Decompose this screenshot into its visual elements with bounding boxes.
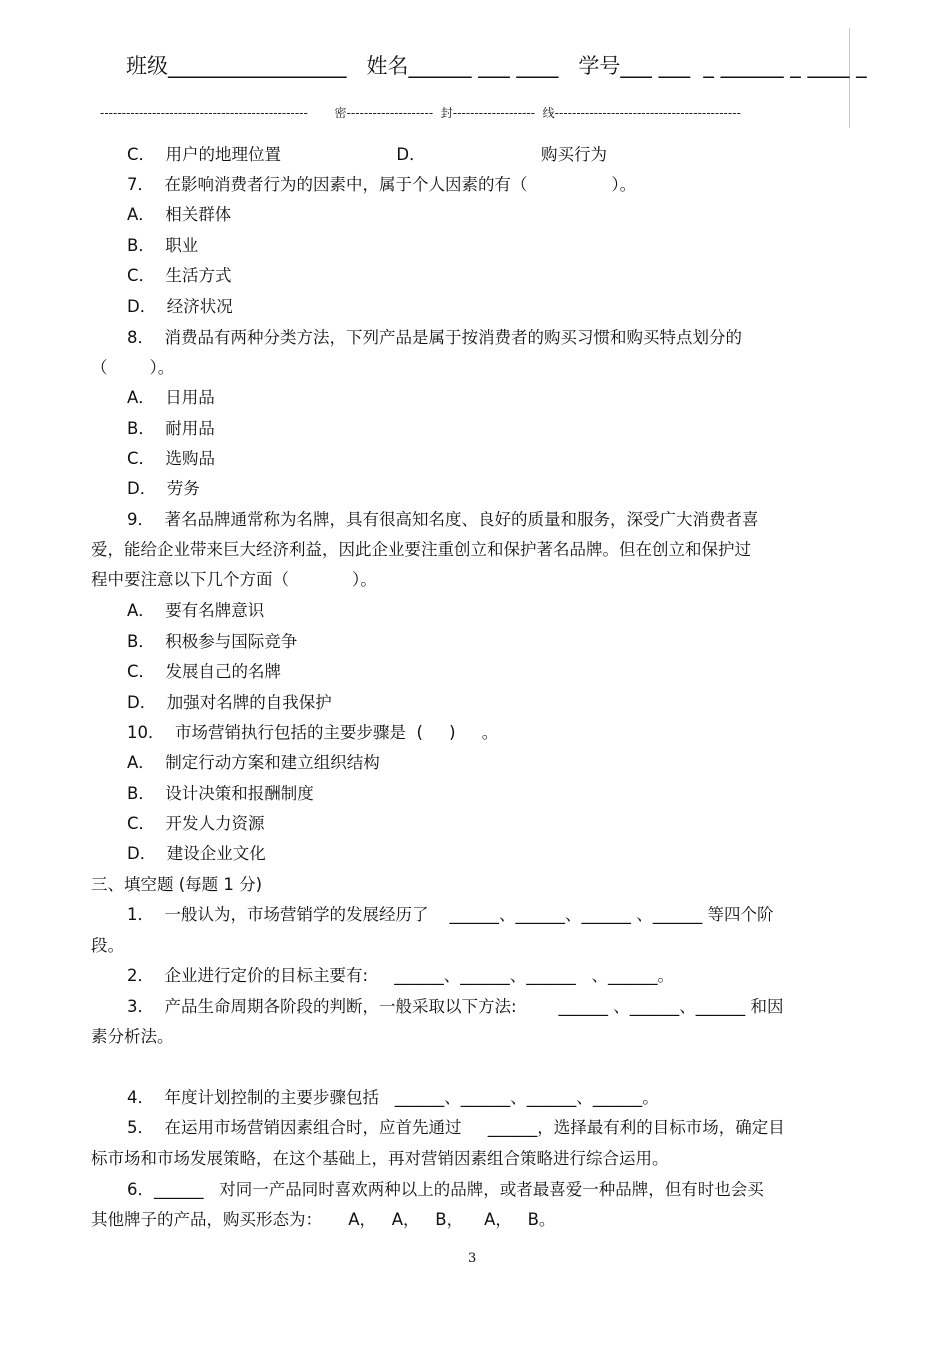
- question-line: 段。: [91, 936, 124, 955]
- question-line: 程中要注意以下几个方面（ ）。: [91, 570, 377, 589]
- option-line: C． 发展自己的名牌: [127, 662, 282, 681]
- question-line: 标市场和市场发展策略，在这个基础上，再对营销因素组合策略进行综合运用。: [91, 1149, 669, 1168]
- question-line: 爱，能给企业带来巨大经济利益，因此企业要注重创立和保护著名品牌。但在创立和保护过: [91, 540, 751, 559]
- question-line: 9． 著名品牌通常称为名牌，具有很高知名度、良好的质量和服务，深受广大消费者喜: [127, 510, 759, 529]
- option-line: D． 建设企业文化: [127, 844, 266, 863]
- question-line: 3． 产品生命周期各阶段的判断，一般采取以下方法: ______ 、______、______ 和因: [127, 997, 784, 1016]
- option-line: B． 设计决策和报酬制度: [127, 784, 314, 803]
- question-line: 4． 年度计划控制的主要步骤包括 ______、______、______、______。: [127, 1088, 659, 1107]
- question-line: 其他牌子的产品，购买形态为： A， A， B， A， B。: [91, 1210, 556, 1229]
- option-line: D． 劳务: [127, 479, 200, 498]
- question-line: 7． 在影响消费者行为的因素中，属于个人因素的有（ ）。: [127, 175, 637, 194]
- page-number: 3: [468, 1251, 477, 1266]
- option-line: B． 耐用品: [127, 419, 215, 438]
- question-line: 10． 市场营销执行包括的主要步骤是 ( ) 。: [127, 723, 499, 742]
- option-line: A． 日用品: [127, 388, 215, 407]
- seal-cut-line: ------------------------------------------------ 密-------------------- 封------------------- 线-------------------------------------------: [100, 106, 741, 120]
- student-info-header: 班级_________________ 姓名______ ___ ____ 学号___ ___ _ ______ _ ____ _: [126, 54, 867, 78]
- option-line: C． 生活方式: [127, 266, 232, 285]
- question-line: （ ）。: [91, 358, 175, 377]
- option-line: C． 选购品: [127, 449, 216, 468]
- question-line: 素分析法。: [91, 1027, 174, 1046]
- option-line: D． 加强对名牌的自我保护: [127, 693, 332, 712]
- question-line: 6．______ 对同一产品同时喜欢两种以上的品牌，或者最喜爱一种品牌，但有时也会买: [127, 1180, 764, 1199]
- option-line: A． 相关群体: [127, 205, 232, 224]
- section-heading: 三、填空题 (每题 1 分): [91, 875, 263, 894]
- question-line: 2． 企业进行定价的目标主要有: ______、______、______ 、______。: [127, 966, 675, 985]
- option-line: B． 职业: [127, 236, 199, 255]
- question-line: 8． 消费品有两种分类方法，下列产品是属于按消费者的购买习惯和购买特点划分的: [127, 328, 742, 347]
- question-line: 1． 一般认为，市场营销学的发展经历了 ______、______、______ 、______ 等四个阶: [127, 905, 774, 924]
- option-line: D． 经济状况: [127, 297, 233, 316]
- option-line: B． 积极参与国际竞争: [127, 632, 298, 651]
- question-line: 5． 在运用市场营销因素组合时，应首先通过 ______，选择最有利的目标市场，确定目: [127, 1118, 785, 1137]
- option-line: C． 开发人力资源: [127, 814, 265, 833]
- option-line: A． 制定行动方案和建立组织结构: [127, 753, 380, 772]
- option-line: C． 用户的地理位置 D． 购买行为: [127, 145, 607, 164]
- option-line: A． 要有名牌意识: [127, 601, 265, 620]
